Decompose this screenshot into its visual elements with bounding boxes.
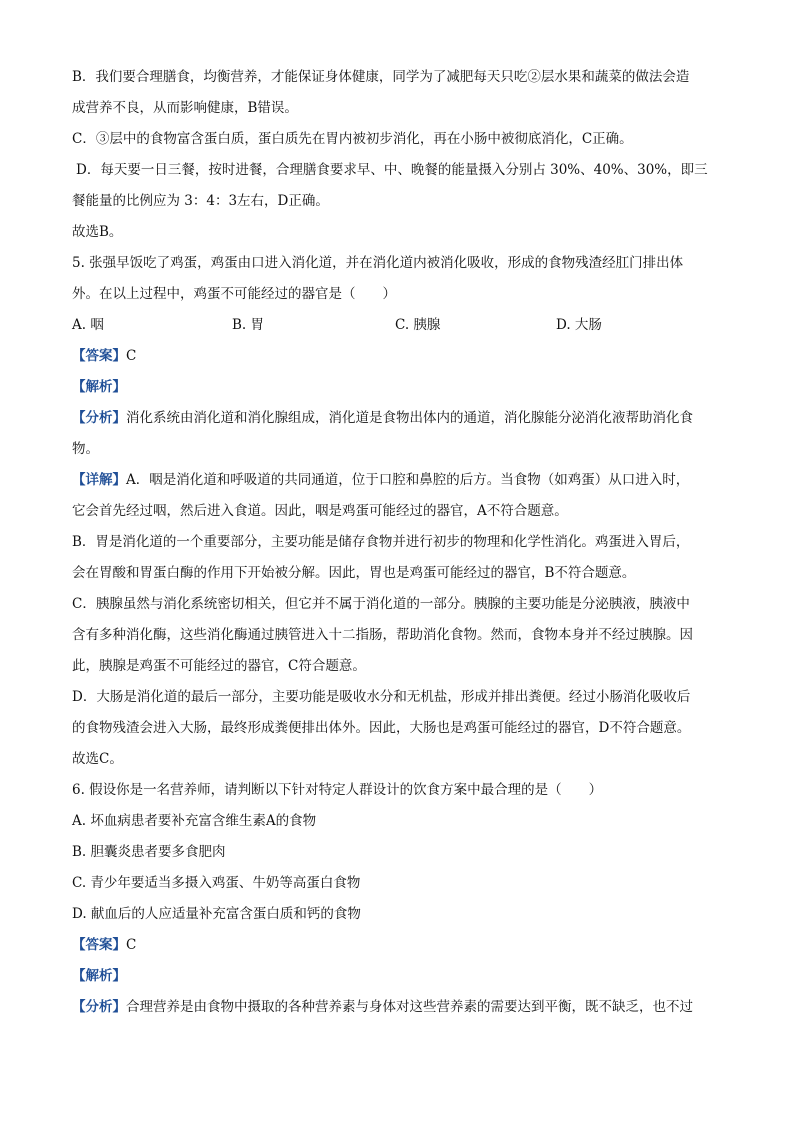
- answer-value: C: [126, 348, 137, 364]
- text-line: D．大肠是消化道的最后一部分，主要功能是吸收水分和无机盐，形成并排出粪便。经过小肠消化吸收后: [72, 689, 691, 705]
- question-5-stem: 5. 张强早饭吃了鸡蛋，鸡蛋由口进入消化道，并在消化道内被消化吸收，形成的食物残渣经肛门排出体: [72, 255, 684, 271]
- option-d: D. 献血后的人应适量补充富含蛋白质和钙的食物: [72, 906, 361, 922]
- answer-line: [72, 930, 724, 961]
- text-line: 故选B。: [72, 224, 123, 240]
- xiangjie-text: A．咽是消化道和呼吸道的共同通道，位于口腔和鼻腔的后方。当食物（如鸡蛋）从口进入时，: [126, 472, 690, 488]
- text-line: 会在胃酸和胃蛋白酶的作用下开始被分解。因此，胃也是鸡蛋可能经过的器官，B不符合题意。: [72, 565, 636, 581]
- fenxi-text: 合理营养是由食物中摄取的各种营养素与身体对这些营养素的需要达到平衡，既不缺乏，也不过: [126, 999, 693, 1015]
- analysis-line: [72, 961, 724, 992]
- text-line: 故选C。: [72, 751, 123, 767]
- text-line: C．胰腺虽然与消化系统密切相关，但它并不属于消化道的一部分。胰腺的主要功能是分泌胰液，胰液中: [72, 596, 690, 612]
- answer-tag: 【答案】: [72, 937, 126, 953]
- option-b: B. 胃: [232, 317, 265, 333]
- text-line: D．每天要一日三餐，按时进餐，合理膳食要求早、中、晚餐的能量摄入分别占 30%、40%、30%，即三: [76, 162, 708, 178]
- text-line: 此，胰腺是鸡蛋不可能经过的器官，C符合题意。: [72, 658, 366, 674]
- text-line: 的食物残渣会进入大肠，最终形成粪便排出体外。因此，大肠也是鸡蛋可能经过的器官，D不符合题意。: [72, 720, 691, 736]
- analysis-tag: 【解析】: [72, 968, 126, 984]
- question-5-options: [72, 310, 724, 341]
- option-b: B. 胆囊炎患者要多食肥肉: [72, 844, 226, 860]
- analysis-tag: 【解析】: [72, 379, 126, 395]
- answer-value: C: [126, 937, 137, 953]
- text-line: 它会首先经过咽，然后进入食道。因此，咽是鸡蛋可能经过的器官，A不符合题意。: [72, 503, 568, 519]
- question-5-stem-cont: 外。在以上过程中，鸡蛋不可能经过的器官是（ ）: [72, 286, 396, 302]
- question-6-stem: 6. 假设你是一名营养师，请判断以下针对特定人群设计的饮食方案中最合理的是（ ）: [72, 782, 603, 798]
- text-line: 物。: [72, 441, 99, 457]
- option-d: D. 大肠: [556, 317, 602, 333]
- text-line: 餐能量的比例应为 3：4：3左右，D正确。: [72, 193, 329, 209]
- text-line: 成营养不良，从而影响健康，B错误。: [72, 100, 298, 116]
- text-line: C．③层中的食物富含蛋白质，蛋白质先在胃内被初步消化，再在小肠中被彻底消化，C正确。: [72, 131, 633, 147]
- fenxi-tag: 【分析】: [72, 410, 126, 426]
- xiangjie-tag: 【详解】: [72, 472, 126, 488]
- text-line: B．胃是消化道的一个重要部分，主要功能是储存食物并进行初步的物理和化学性消化。鸡蛋进入胃后，: [72, 534, 690, 550]
- answer-line: [72, 341, 724, 372]
- fenxi-line: [72, 403, 724, 434]
- answer-tag: 【答案】: [72, 348, 126, 364]
- option-a: A. 坏血病患者要补充富含维生素A的食物: [72, 813, 317, 829]
- option-c: C. 青少年要适当多摄入鸡蛋、牛奶等高蛋白食物: [72, 875, 361, 891]
- text-line: B．我们要合理膳食，均衡营养，才能保证身体健康，同学为了减肥每天只吃②层水果和蔬菜的做法会造: [72, 69, 690, 85]
- option-a: A. 咽: [72, 317, 104, 333]
- document-page: [72, 62, 724, 1023]
- fenxi-tag: 【分析】: [72, 999, 126, 1015]
- text-line: 含有多种消化酶，这些消化酶通过胰管进入十二指肠，帮助消化食物。然而，食物本身并不经过胰腺。因: [72, 627, 693, 643]
- xiangjie-line: [72, 465, 724, 496]
- analysis-line: [72, 372, 724, 403]
- fenxi-text: 消化系统由消化道和消化腺组成，消化道是食物出体内的通道，消化腺能分泌消化液帮助消化食: [126, 410, 693, 426]
- fenxi-line: [72, 992, 724, 1023]
- option-c: C. 胰腺: [395, 317, 441, 333]
